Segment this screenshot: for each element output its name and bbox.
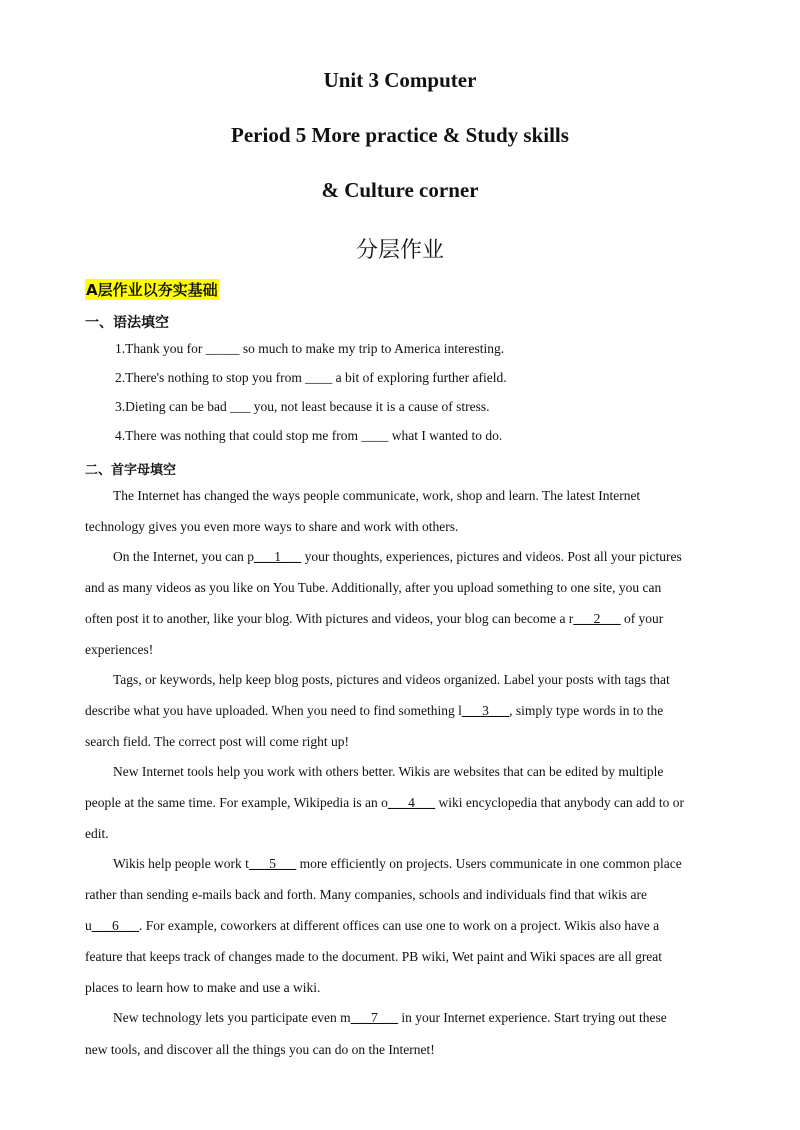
passage-line: edit. — [85, 826, 109, 841]
passage-line: experiences! — [85, 642, 154, 657]
blank-2: ___2___ — [573, 611, 621, 626]
passage-line: new tools, and discover all the things you can do on the Internet! — [85, 1042, 435, 1057]
passage-line: Tags, or keywords, help keep blog posts, pictures and videos organized. Label your posts with tags that — [113, 672, 670, 687]
layered-homework-title: 分层作业 — [355, 238, 444, 263]
passage-line: The Internet has changed the ways people communicate, work, shop and learn. The latest Internet — [113, 488, 641, 503]
passage-line: technology gives you even more ways to share and work with others. — [85, 519, 459, 534]
passage-line: New technology lets you participate even m___7___ in your Internet experience. Start trying out these — [113, 1010, 667, 1025]
blank-6: ___6___ — [91, 918, 139, 933]
question-3: 3.Dieting can be bad ___ you, not least because it is a cause of stress. — [115, 399, 490, 414]
level-a-heading: A层作业以夯实基础 — [86, 281, 218, 299]
question-1: 1.Thank you for _____ so much to make my trip to America interesting. — [115, 341, 505, 356]
passage-line: and as many videos as you like on You Tube. Additionally, after you upload something to one site, you can — [85, 580, 662, 595]
passage-line: On the Internet, you can p___1___ your thoughts, experiences, pictures and videos. Post all your pictures — [113, 549, 682, 564]
passage-line: New Internet tools help you work with others better. Wikis are websites that can be edited by multiple — [113, 764, 664, 779]
period-title: Period 5 More practice & Study skills — [231, 123, 569, 147]
question-4: 4.There was nothing that could stop me from ____ what I wanted to do. — [115, 428, 503, 443]
blank-4: ___4___ — [387, 795, 436, 810]
passage-line: rather than sending e-mails back and forth. Many companies, schools and individuals find that wikis are — [85, 887, 647, 902]
passage-line: people at the same time. For example, Wikipedia is an o___4___ wiki encyclopedia that anybody can add to or — [85, 795, 685, 810]
passage-line: places to learn how to make and use a wiki. — [85, 980, 321, 995]
blank-7: ___7___ — [350, 1010, 398, 1025]
unit-title: Unit 3 Computer — [323, 68, 477, 92]
passage-line: describe what you have uploaded. When you need to find something l___3___, simply type words in to the — [85, 703, 664, 718]
grammar-fill-heading: 一、语法填空 — [85, 315, 169, 331]
blank-1: ___1___ — [253, 549, 302, 564]
blank-5: ___5___ — [248, 856, 297, 871]
passage-line: often post it to another, like your blog. With pictures and videos, your blog can become a r___2___ of your — [85, 611, 664, 626]
passage-line: feature that keeps track of changes made to the document. PB wiki, Wet paint and Wiki spaces are all great — [85, 949, 663, 964]
blank-3: ___3___ — [461, 703, 510, 718]
initial-letter-heading: 二、首字母填空 — [85, 463, 177, 478]
passage-line: u___6___. For example, coworkers at different offices can use one to work on a project. Wikis also have a — [85, 918, 660, 933]
question-2: 2.There's nothing to stop you from ____ a bit of exploring further afield. — [115, 370, 507, 385]
passage-line: search field. The correct post will come right up! — [85, 734, 350, 749]
subtitle: & Culture corner — [321, 178, 479, 202]
passage-line: Wikis help people work t___5___ more efficiently on projects. Users communicate in one common place — [113, 856, 682, 871]
